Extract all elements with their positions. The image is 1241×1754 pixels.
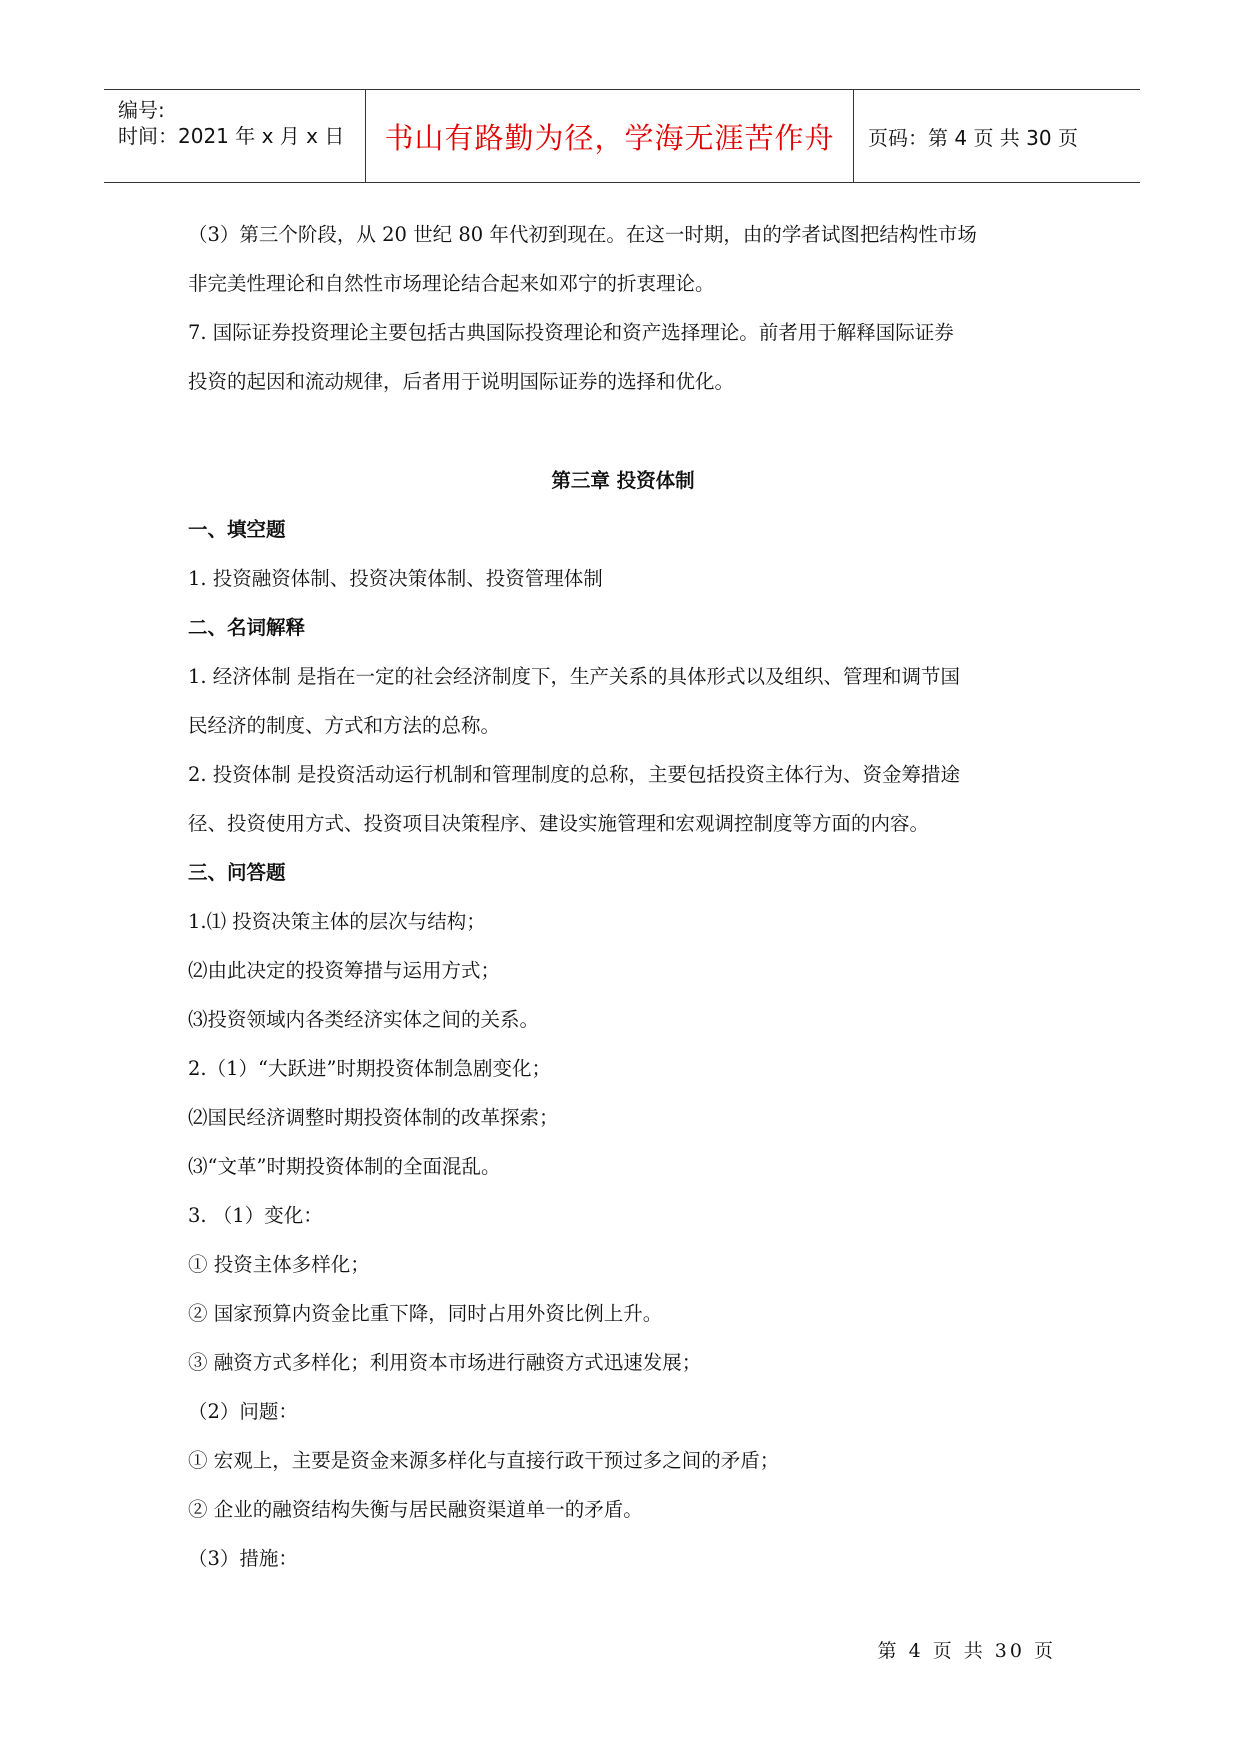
- paragraph-line: （2）问题：: [188, 1400, 298, 1423]
- paragraph-line: （3）措施：: [188, 1547, 298, 1570]
- paragraph-line: 2. 投资体制 是投资活动运行机制和管理制度的总称，主要包括投资主体行为、资金筹措途: [188, 763, 961, 786]
- paragraph-line: ① 投资主体多样化；: [188, 1253, 370, 1276]
- document-code-label: 编号:: [118, 98, 165, 122]
- paragraph-line: ① 宏观上，主要是资金来源多样化与直接行政干预过多之间的矛盾；: [188, 1449, 780, 1472]
- header-meta-cell: [104, 90, 366, 182]
- paragraph-line: 1. 经济体制 是指在一定的社会经济制度下，生产关系的具体形式以及组织、管理和调节国: [188, 665, 961, 688]
- page-header: [104, 89, 1140, 183]
- paragraph-line: ⑵由此决定的投资筹措与运用方式；: [188, 959, 501, 982]
- paragraph-line: 2.（1）“大跃进”时期投资体制急剧变化；: [188, 1057, 551, 1080]
- paragraph-line: 非完美性理论和自然性市场理论结合起来如邓宁的折衷理论。: [188, 272, 715, 295]
- paragraph-line: 1. 投资融资体制、投资决策体制、投资管理体制: [188, 567, 603, 590]
- section-heading-qa: 三、问答题: [188, 861, 286, 884]
- paragraph-line: 3. （1）变化：: [188, 1204, 323, 1227]
- paragraph-line: ② 企业的融资结构失衡与居民融资渠道单一的矛盾。: [188, 1498, 643, 1521]
- header-page-number: 页码：第 4 页 共 30 页: [868, 125, 1078, 150]
- paragraph-line: 投资的起因和流动规律，后者用于说明国际证券的选择和优化。: [188, 370, 735, 393]
- paragraph-line: （3）第三个阶段，从 20 世纪 80 年代初到现在。在这一时期，由的学者试图把结构性市场: [188, 223, 977, 246]
- paragraph-line: ⑶投资领域内各类经济实体之间的关系。: [188, 1008, 540, 1031]
- document-body: [188, 210, 1058, 1583]
- paragraph-line: ② 国家预算内资金比重下降，同时占用外资比例上升。: [188, 1302, 663, 1325]
- header-motto: 书山有路勤为径，学海无涯苦作舟: [366, 90, 854, 182]
- paragraph-line: ⑶“文革”时期投资体制的全面混乱。: [188, 1155, 501, 1178]
- paragraph-line: 7. 国际证券投资理论主要包括古典国际投资理论和资产选择理论。前者用于解释国际证券: [188, 321, 954, 344]
- chapter-title: 第三章 投资体制: [551, 469, 695, 492]
- paragraph-line: 民经济的制度、方式和方法的总称。: [188, 714, 501, 737]
- paragraph-line: ⑵国民经济调整时期投资体制的改革探索；: [188, 1106, 559, 1129]
- section-heading-fill-blank: 一、填空题: [188, 518, 286, 541]
- page-footer: 第 4 页 共 30 页: [877, 1640, 1056, 1662]
- section-heading-terms: 二、名词解释: [188, 616, 306, 639]
- document-date-label: 时间：2021 年 x 月 x 日: [118, 124, 345, 148]
- paragraph-line: 径、投资使用方式、投资项目决策程序、建设实施管理和宏观调控制度等方面的内容。: [188, 812, 930, 835]
- spacer: [188, 406, 1058, 456]
- paragraph-line: 1.⑴ 投资决策主体的层次与结构；: [188, 910, 486, 933]
- paragraph-line: ③ 融资方式多样化；利用资本市场进行融资方式迅速发展；: [188, 1351, 702, 1374]
